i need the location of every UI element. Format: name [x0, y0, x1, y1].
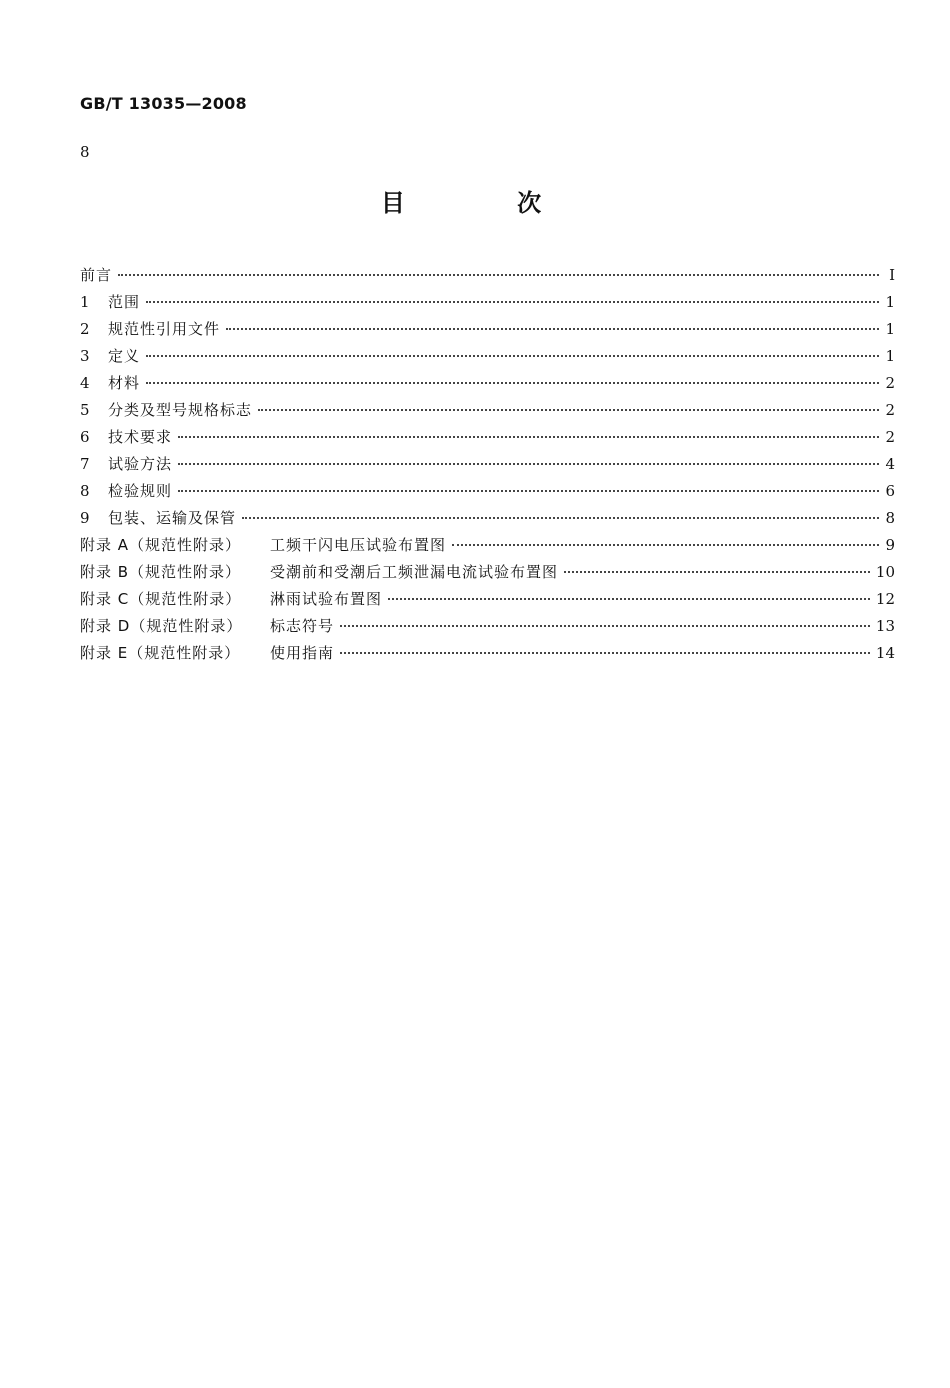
- toc-appendix-entry[interactable]: [80, 642, 895, 669]
- toc-entry[interactable]: [80, 345, 895, 372]
- toc-leader: [226, 328, 879, 330]
- toc-entry-label: 技术要求: [108, 428, 173, 446]
- toc-entry-page: 2: [885, 401, 895, 419]
- toc-leader: [178, 463, 879, 465]
- toc-appendix-entry[interactable]: [80, 615, 895, 642]
- appendix-page: 10: [875, 563, 895, 581]
- toc-entry-label: 试验方法: [108, 455, 173, 473]
- toc-entry-page: 4: [885, 455, 895, 473]
- toc-entry[interactable]: [80, 372, 895, 399]
- toc-entry-label: 分类及型号规格标志: [108, 401, 253, 419]
- toc-entry-number: 9: [80, 509, 90, 527]
- toc-entry-page: 2: [885, 428, 895, 446]
- toc-leader: [388, 598, 870, 600]
- toc-appendix-entry[interactable]: [80, 561, 895, 588]
- toc-entry-preface[interactable]: [80, 264, 895, 291]
- toc-entry-number: 2: [80, 320, 90, 338]
- toc-entry-label: 检验规则: [108, 482, 173, 500]
- toc-entry-number: 3: [80, 347, 90, 365]
- toc-leader: [146, 301, 879, 303]
- toc-entry[interactable]: [80, 291, 895, 318]
- appendix-label: 使用指南: [270, 644, 335, 662]
- toc-entry-number: 7: [80, 455, 90, 473]
- toc-entry-number: 5: [80, 401, 90, 419]
- toc-entry-page: 1: [885, 347, 895, 365]
- toc-entry-page: 1: [885, 293, 895, 311]
- toc-appendix-entry[interactable]: [80, 534, 895, 561]
- standard-code: GB/T 13035—2008: [80, 94, 247, 113]
- appendix-label: 工频干闪电压试验布置图: [270, 536, 447, 554]
- toc-entry-page: 6: [885, 482, 895, 500]
- toc-entry-label: 材料: [108, 374, 141, 392]
- appendix-page: 9: [885, 536, 895, 554]
- toc-entry-label: 定义: [108, 347, 141, 365]
- toc-leader: [118, 274, 879, 276]
- toc-entry[interactable]: [80, 318, 895, 345]
- toc-entry-number: 8: [80, 482, 90, 500]
- toc-entry-number: 4: [80, 374, 90, 392]
- appendix-prefix: 附录 D（规范性附录）: [80, 617, 243, 635]
- toc-leader: [178, 436, 879, 438]
- appendix-label: 标志符号: [270, 617, 335, 635]
- appendix-label: 淋雨试验布置图: [270, 590, 383, 608]
- toc-entry-label: 规范性引用文件: [108, 320, 221, 338]
- toc-leader: [340, 625, 870, 627]
- page-number: 8: [80, 143, 90, 161]
- toc-leader: [146, 355, 879, 357]
- toc-leader: [340, 652, 870, 654]
- toc-entry-number: 1: [80, 293, 90, 311]
- toc-leader: [146, 382, 879, 384]
- toc-leader: [178, 490, 879, 492]
- toc-entry[interactable]: [80, 399, 895, 426]
- toc-entry-page: 1: [885, 320, 895, 338]
- toc-leader: [564, 571, 870, 573]
- toc-entry-page: 8: [885, 509, 895, 527]
- toc-entry-page: I: [889, 266, 895, 284]
- toc-leader: [258, 409, 879, 411]
- toc-entry[interactable]: [80, 426, 895, 453]
- toc-entry-label: 包装、运输及保管: [108, 509, 237, 527]
- toc-entry[interactable]: [80, 507, 895, 534]
- toc-leader: [452, 544, 879, 546]
- appendix-prefix: 附录 C（规范性附录）: [80, 590, 242, 608]
- appendix-prefix: 附录 A（规范性附录）: [80, 536, 242, 554]
- appendix-prefix: 附录 B（规范性附录）: [80, 563, 242, 581]
- toc-entry-label: 前言: [80, 266, 113, 284]
- toc-leader: [242, 517, 879, 519]
- appendix-label: 受潮前和受潮后工频泄漏电流试验布置图: [270, 563, 559, 581]
- toc-appendix-entry[interactable]: [80, 588, 895, 615]
- appendix-prefix: 附录 E（规范性附录）: [80, 644, 241, 662]
- page-title: 目 次: [380, 189, 594, 217]
- toc-entry-number: 6: [80, 428, 90, 446]
- table-of-contents: [80, 264, 895, 669]
- appendix-page: 14: [875, 644, 895, 662]
- toc-entry[interactable]: [80, 453, 895, 480]
- toc-entry-label: 范围: [108, 293, 141, 311]
- appendix-page: 12: [875, 590, 895, 608]
- toc-entry[interactable]: [80, 480, 895, 507]
- appendix-page: 13: [875, 617, 895, 635]
- toc-entry-page: 2: [885, 374, 895, 392]
